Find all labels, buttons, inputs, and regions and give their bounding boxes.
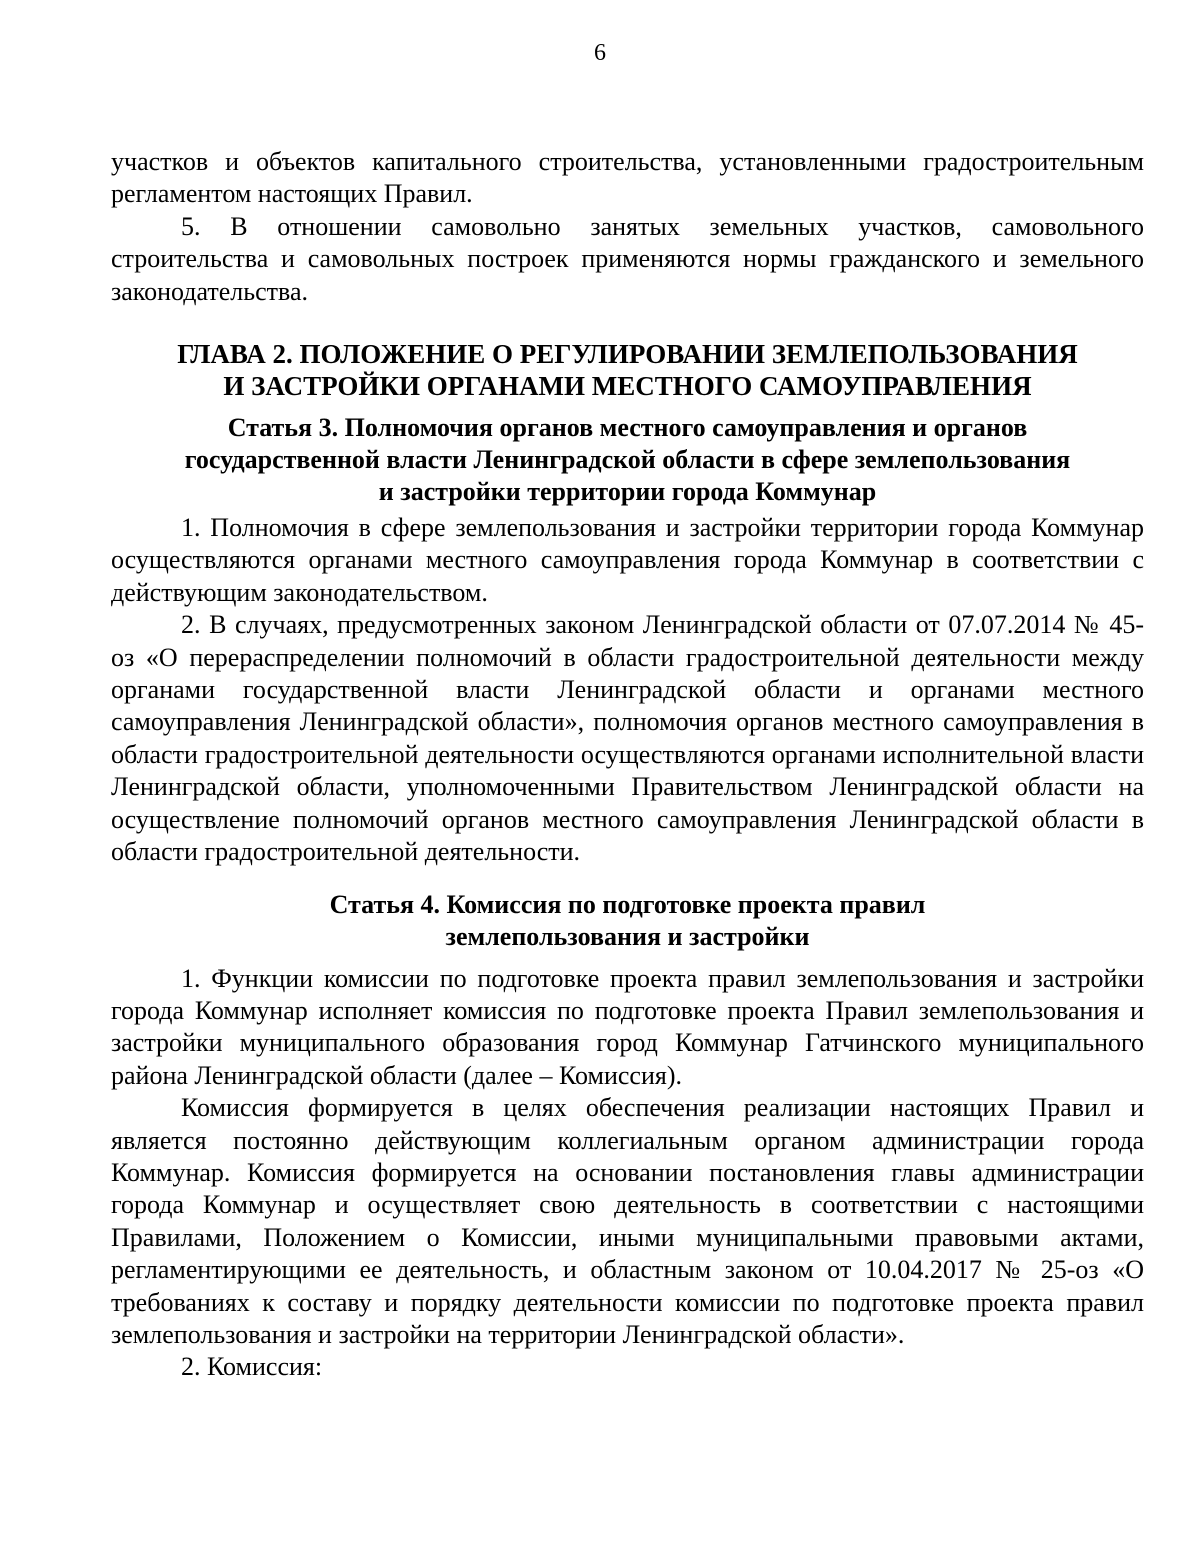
article-3-heading-line-1: Статья 3. Полномочия органов местного самоуправления и органов [227, 413, 1028, 443]
paragraph-continued: участков и объектов капитального строительства, установленными градостроительным регламентом настоящих Правил. [111, 147, 1144, 209]
paragraph-item-5: 5. В отношении самовольно занятых земельных участков, самовольного строительства и самовольных построек применяются нормы гражданского и земельного законодательства. [111, 211, 1144, 306]
document-body [111, 146, 1144, 1384]
article-4-paragraph-3: 2. Комиссия: [181, 1352, 323, 1382]
article-3-heading-line-2: государственной власти Ленинградской области в сфере землепользования [184, 445, 1071, 475]
article-3-paragraph-1: 1. Полномочия в сфере землепользования и застройки территории города Коммунар осуществляются органами местного самоуправления города Коммунар в соответствии с действующим законодательством. [111, 513, 1144, 607]
chapter-heading [111, 338, 1144, 402]
page-number: 6 [594, 40, 606, 66]
article-4-heading [111, 889, 1144, 953]
article-3-paragraph-2: 2. В случаях, предусмотренных законом Ленинградской области от 07.07.2014 № 45-оз «О перераспределении полномочий в области градостроительной деятельности между органами государственной власти Ленинградской области и органами местного самоуправления Ленинградской области», полномочия органов местного самоуправления в области градостроительной деятельности осуществляются органами исполнительной власти Ленинградской области, уполномоченными Правительством Ленинградской области на осуществление полномочий органов местного самоуправления Ленинградской области в области градостроительной деятельности. [111, 610, 1144, 867]
article-4-paragraph-1: 1. Функции комиссии по подготовке проекта правил землепользования и застройки города Коммунар исполняет комиссия по подготовке проекта Правил землепользования и застройки муниципального образования город Коммунар Гатчинского муниципального района Ленинградской области (далее – Комиссия). [111, 963, 1144, 1090]
article-3-heading-line-3: и застройки территории города Коммунар [378, 477, 877, 507]
article-3-heading [111, 412, 1144, 508]
article-4-heading-line-2: землепользования и застройки [445, 921, 810, 951]
article-4-paragraph-2: Комиссия формируется в целях обеспечения реализации настоящих Правил и является постоянно действующим коллегиальным органом администрации города Коммунар. Комиссия формируется на основании постановления главы администрации города Коммунар и осуществляет свою деятельность в соответствии с настоящими Правилами, Положением о Комиссии, иными муниципальными правовыми актами, регламентирующими ее деятельность, и областным законом от 10.04.2017 № 25-оз «О требованиях к составу и порядку деятельности комиссии по подготовке проекта правил землепользования и застройки на территории Ленинградской области». [111, 1093, 1144, 1349]
chapter-heading-line-1: ГЛАВА 2. ПОЛОЖЕНИЕ О РЕГУЛИРОВАНИИ ЗЕМЛЕПОЛЬЗОВАНИЯ [177, 339, 1078, 370]
chapter-heading-line-2: И ЗАСТРОЙКИ ОРГАНАМИ МЕСТНОГО САМОУПРАВЛЕНИЯ [223, 371, 1032, 402]
article-4-heading-line-1: Статья 4. Комиссия по подготовке проекта правил [329, 889, 926, 919]
